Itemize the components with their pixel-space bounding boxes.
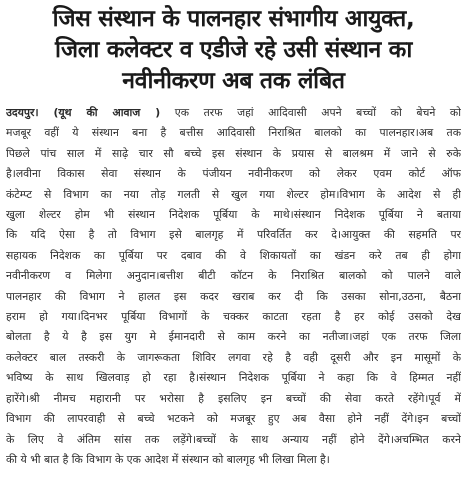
body-line: पिछले पांच साल में साढ़े चार सौ बच्चे इस संस्थान के प्रयास से बालश्रम में जाने से रुके	[6, 146, 461, 160]
body-line: कलेक्टर बाल तस्करी के जागरूकता शिविर लगवा रहे है वही दूसरी और इन मासूमों के	[6, 350, 461, 364]
headline	[8, 4, 459, 97]
article-body	[6, 103, 461, 470]
body-line: विभाग की लापरवाही से बच्चे भटकने को मजबूर हुए अब वैसा होने नहीं देंगे।इन बच्चों	[6, 412, 461, 426]
body-line: सहायक निदेशक का पूर्बिया पर दबाव की वे शिकायतों का खंडन करे तब ही होगा	[6, 248, 461, 262]
body-line: हारेंगे।श्री नीमच महारानी पर भरोसा है इसलिए इन बच्चों की सेवा करते रहेंगे।पूर्व में	[6, 391, 461, 405]
headline-line: जिस संस्थान के पालनहार संभागीय आयुक्त,	[52, 6, 415, 32]
body-line-text: एक तरफ जहां आदिवासी अपने बच्चों को बेचने को	[174, 106, 461, 119]
body-line: बोलता है ये है इस युग मे ईमानदारी से काम करने का नतीजा।जहां एक तरफ जिला	[6, 330, 461, 344]
body-line: पालनहार की विभाग ने हालत इस कदर खराब कर दी कि उसका सोना,उठना, बैठना	[6, 289, 461, 303]
body-line: मजबूर वहीं ये संस्थान बना है बत्तीस आदिवासी निराश्रित बालको का पालनहार।अब तक	[6, 126, 461, 140]
headline-line: जिला कलेक्टर व एडीजे रहे उसी संस्थान का	[55, 37, 412, 63]
body-line: खुला शेल्टर होम भी संस्थान निदेशक पूर्बिया के माथे।संस्थान निदेशक पूर्बिया ने बताया	[6, 208, 461, 222]
body-line: की ये भी बात है कि विभाग के एक आदेश में संस्थान को बालगृह भी लिखा मिला है।	[6, 452, 330, 466]
dateline: उदयपुर। (यूथ की आवाज )	[6, 106, 161, 119]
body-line: कंटेम्प्ट से विभाग का नया तोड़ गलती से खुल गया शेल्टर होम।विभाग के आदेश से ही	[6, 187, 461, 201]
body-line: नवीनीकरण व मिलेगा अनुदान।बत्तीश बीटी कॉटन के निराश्रित बालको को पालने वाले	[6, 269, 461, 283]
body-line: के लिए वे अंतिम सांस तक लड़ेंगे।बच्चों के साथ अन्याय नहीं होने देंगे।अचम्भित करने	[6, 432, 461, 446]
headline-line: नवीनीकरण अब तक लंबित	[122, 68, 345, 94]
body-line: भविष्य के साथ खिलवाड़ हो रहा है।संस्थान निदेशक पूर्बिया ने कहा कि वे हिम्मत नहीं	[6, 371, 461, 385]
body-line: कि यदि ऐसा है तो विभाग इसे बालगृह में परिवर्तित कर दे।आयुक्त की सहमति पर	[6, 228, 461, 242]
body-line: हराम हो गया।दिनभर पूर्बिया विभागों के चक्कर काटता रहता है हर कोई उसको देख	[6, 310, 461, 324]
body-line-first	[6, 103, 461, 123]
body-line: है।लवीना विकास सेवा संस्थान के पंजीयन नवीनीकरण को लेकर एवम कोर्ट ऑफ	[6, 167, 461, 181]
